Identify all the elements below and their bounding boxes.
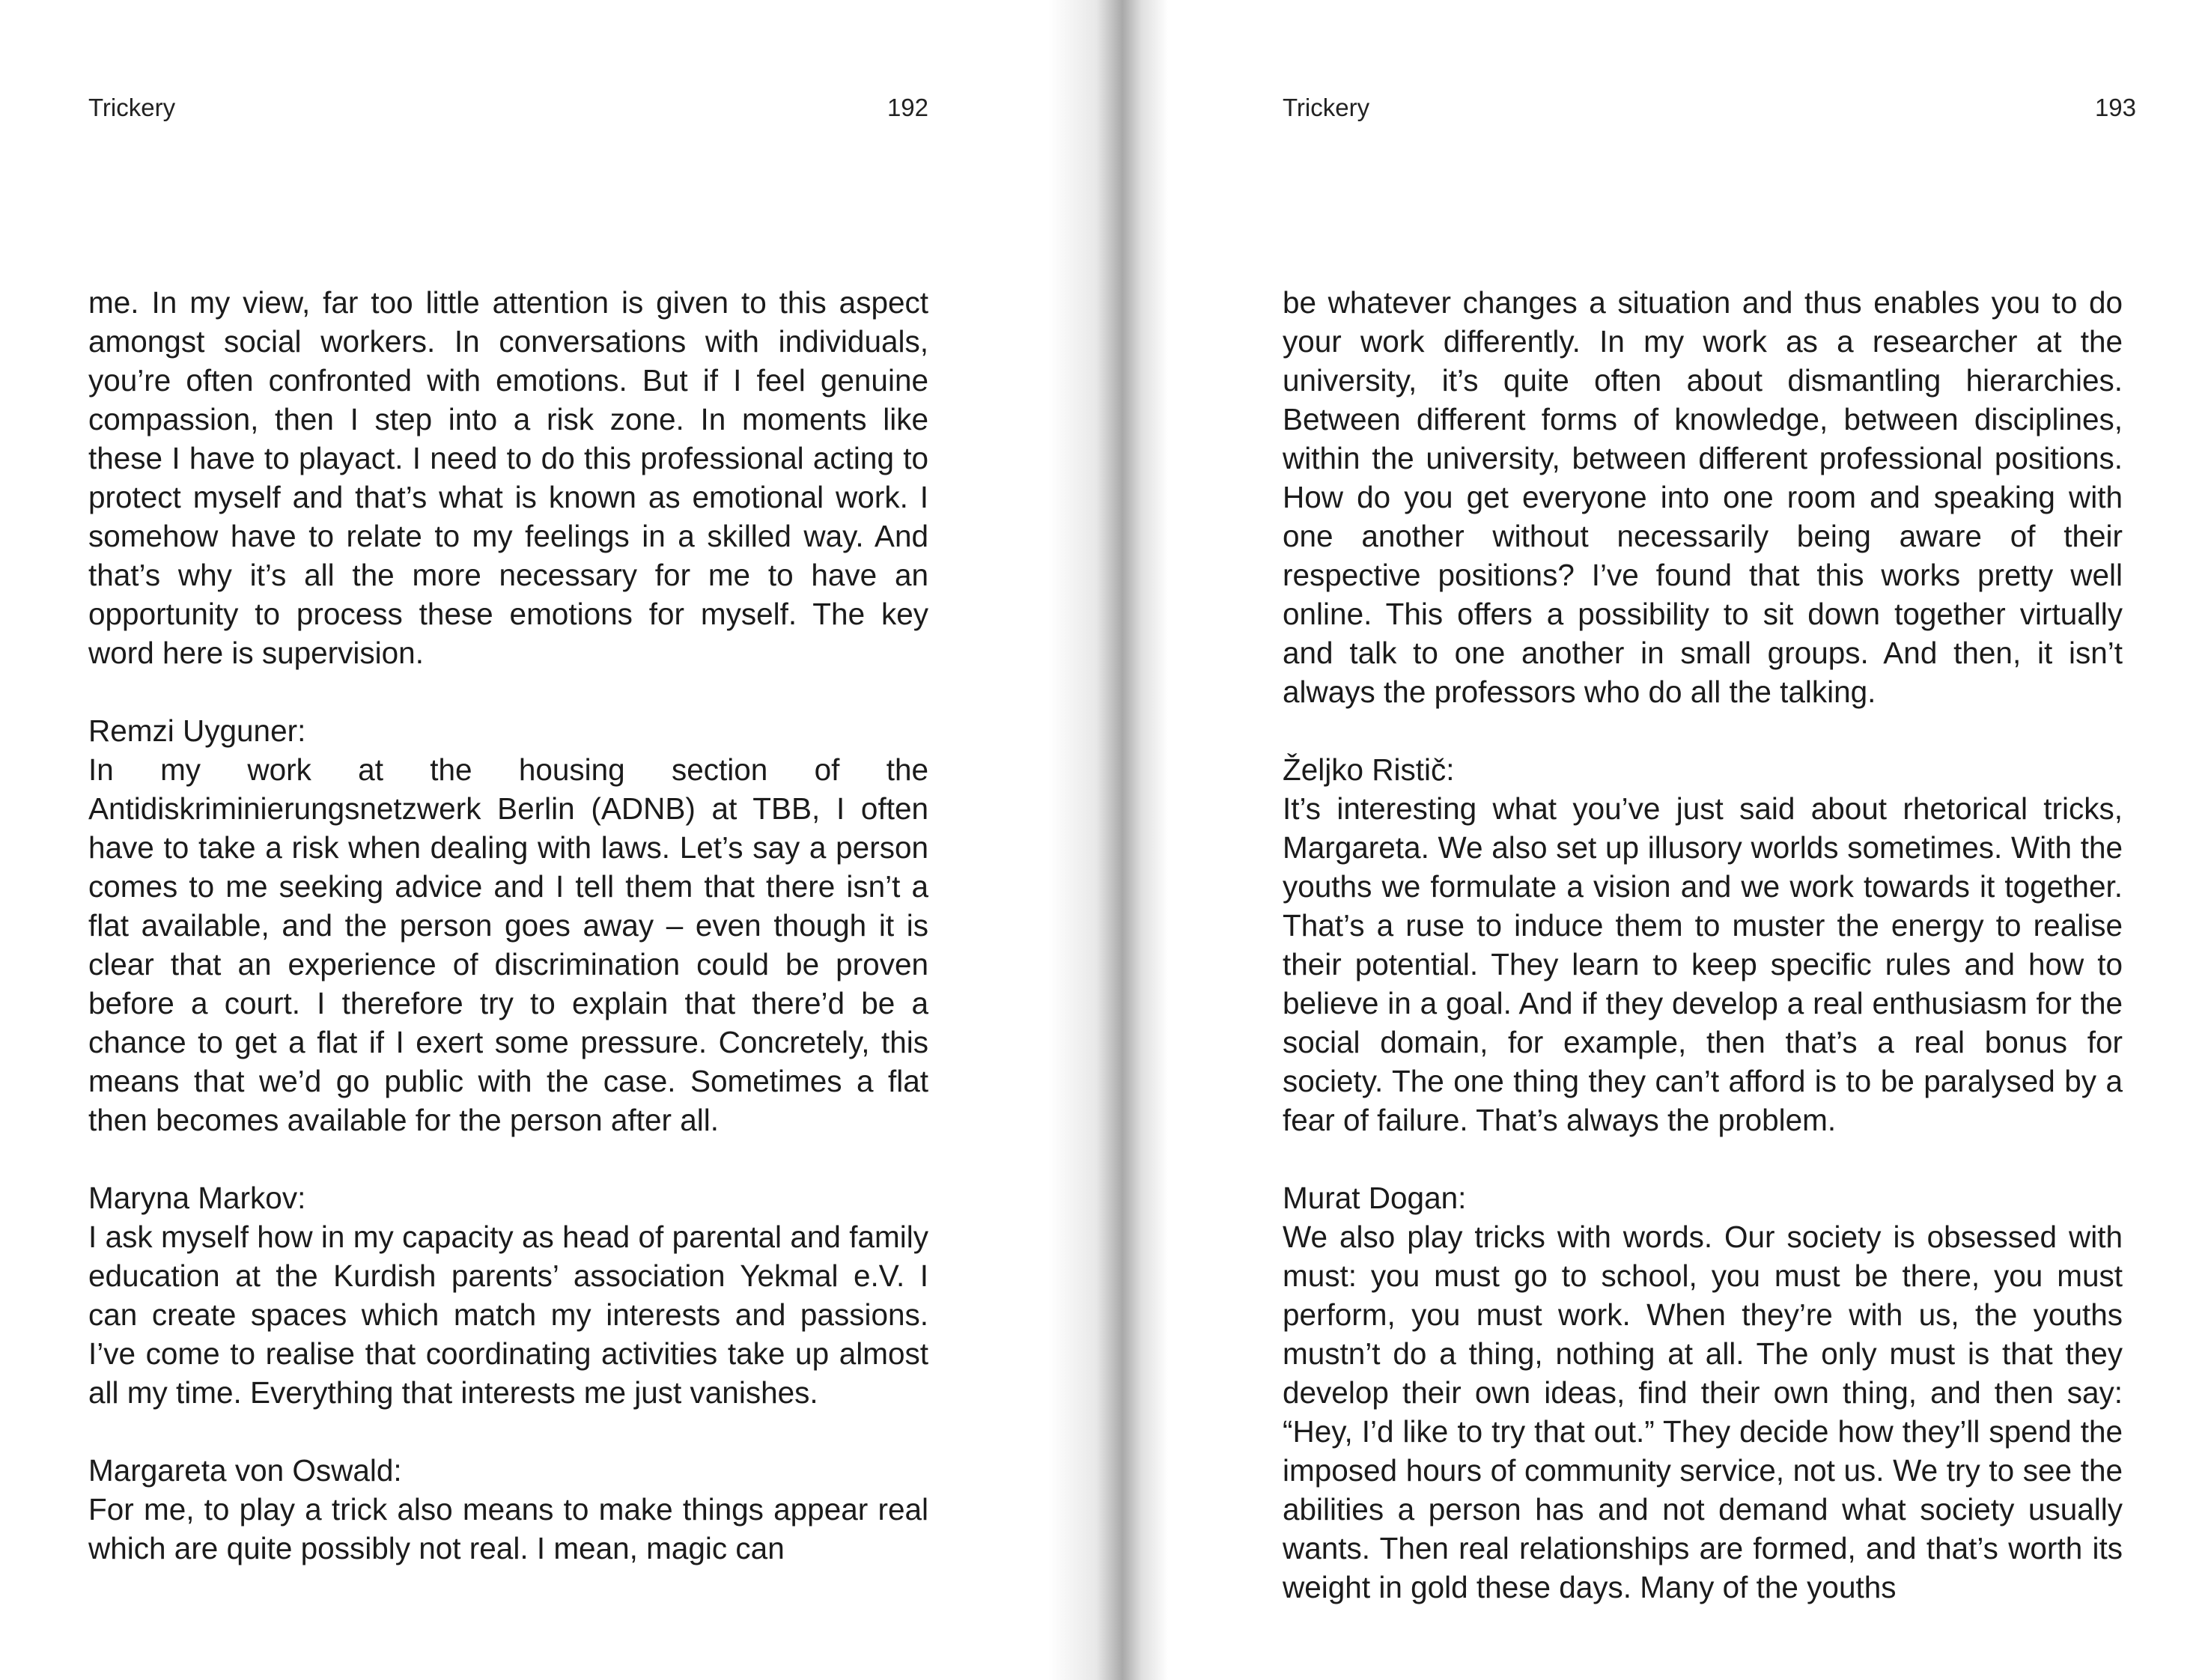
- running-title: Trickery: [88, 94, 176, 121]
- contribution: [88, 711, 928, 1139]
- contribution: [88, 1451, 928, 1568]
- speech-text: I ask myself how in my capacity as head of parental and family education at the Kurdish parents’ association Yekmal e.V. I can create spaces which match my interests and passions. I’ve come to realise that coordinating activities take up almost all my time. Everything that interests me just vanishes.: [88, 1220, 928, 1410]
- page-number: 192: [886, 94, 928, 121]
- speech-text: It’s interesting what you’ve just said about rhetorical tricks, Margareta. We also set up illusory worlds sometimes. With the youths we formulate a vision and we work towards it together. That’s a ruse to induce them to muster the energy to realise their potential. They learn to keep specific rules and how to believe in a goal. And if they develop a real enthusiasm for the social domain, for example, then that’s a real bonus for society. The one thing they can’t afford is to be paralysed by a fear of failure. That’s always the problem.: [1283, 791, 2123, 1137]
- speech-text: In my work at the housing section of the Antidiskriminierungsnetzwerk Berlin (ADNB) at TBB, I often have to take a risk when dealing with laws. Let’s say a person comes to me seeking advice and I tell them that there isn’t a flat available, and the person goes away – even though it is clear that an experience of discrimination could be proven before a court. I therefore try to explain that there’d be a chance to get a flat if I exert some pressure. Concretely, this means that we’d go public with the case. Sometimes a flat then becomes available for the person after all.: [88, 752, 928, 1137]
- contribution: [1283, 750, 2123, 1139]
- speaker-name: Murat Dogan:: [1283, 1181, 1467, 1215]
- right-page: [1133, 0, 2211, 1680]
- speaker-name: Maryna Markov:: [88, 1181, 306, 1215]
- opening-paragraph: be whatever changes a situation and thus enables you to do your work differently. In my work as a researcher at the university, it’s quite often about dismantling hierarchies. Between different forms of knowledge, between disciplines, within the university, between different professional positions. How do you get everyone into one room and speaking with one another without necessarily being aware of their respective positions? I’ve found that this works pretty well online. This offers a possibility to sit down together virtually and talk to one another in small groups. And then, it isn’t always the professors who do all the talking.: [1283, 285, 2123, 709]
- speaker-name: Remzi Uyguner:: [88, 713, 306, 748]
- contribution: [88, 1178, 928, 1412]
- speaker-name: Željko Ristič:: [1283, 752, 1455, 787]
- running-title: Trickery: [1283, 94, 1370, 121]
- speaker-name: Margareta von Oswald:: [88, 1453, 402, 1488]
- body-text: [88, 283, 928, 1568]
- page-number: 193: [2094, 94, 2136, 121]
- contribution: [1283, 1178, 2123, 1607]
- speech-text: For me, to play a trick also means to make things appear real which are quite possibly not real. I mean, magic can: [88, 1492, 928, 1565]
- left-page: [0, 0, 1078, 1680]
- body-text: [1283, 283, 2123, 1607]
- opening-paragraph: me. In my view, far too little attention is given to this aspect amongst social workers. In conversations with individuals, you’re often confronted with emotions. But if I feel genuine compassion, then I step into a risk zone. In moments like these I have to playact. I need to do this professional acting to protect myself and that’s what is known as emotional work. I somehow have to relate to my feelings in a skilled way. And that’s why it’s all the more necessary for me to have an opportunity to process these emotions for myself. The key word here is supervision.: [88, 285, 928, 670]
- speech-text: We also play tricks with words. Our society is obsessed with must: you must go to school, you must be there, you must perform, you must work. When they’re with us, the youths mustn’t do a thing, nothing at all. The only must is that they develop their own ideas, find their own thing, and then say: “Hey, I’d like to try that out.” They decide how they’ll spend the imposed hours of community service, not us. We try to see the abilities a person has and not demand what society usually wants. Then real relationships are formed, and that’s worth its weight in gold these days. Many of the youths: [1283, 1220, 2123, 1604]
